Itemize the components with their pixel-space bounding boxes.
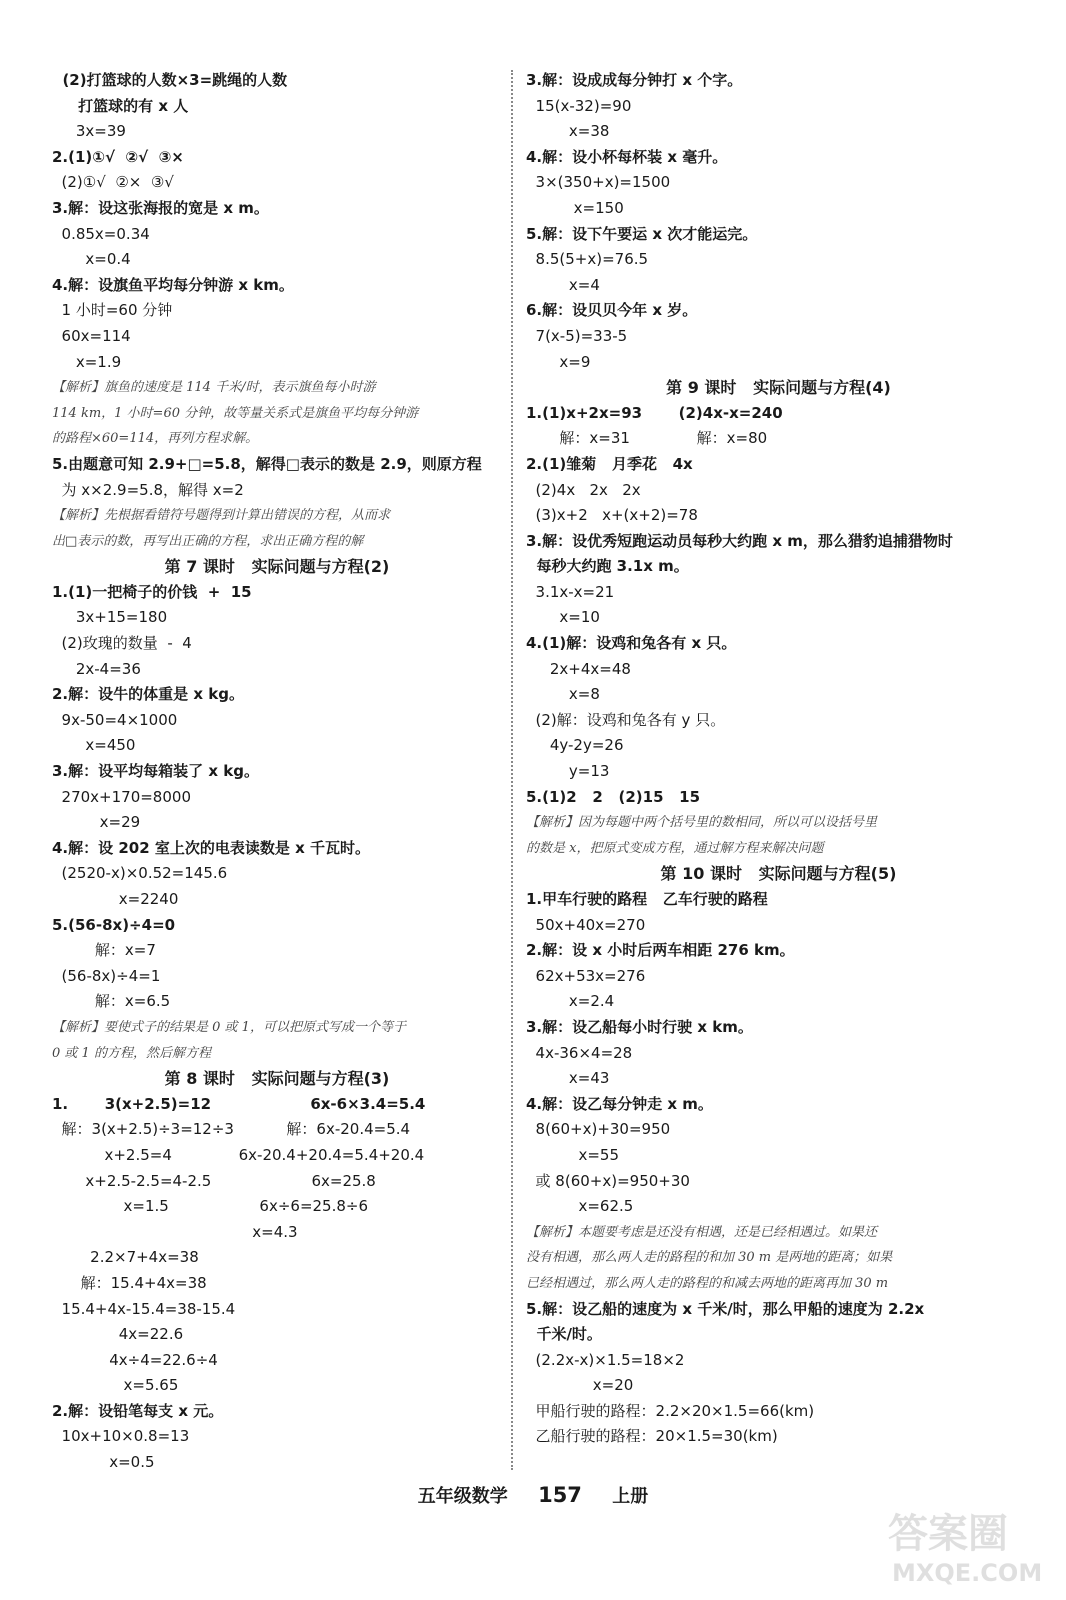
answer-line: 2.(1)雏菊 月季花 4x [526,454,693,473]
answer-line: 甲船行驶的路程：2.2×20×1.5=66(km) [526,1401,815,1420]
answer-line: x=5.65 [52,1376,179,1395]
answer-line: 为 x×2.9=5.8，解得 x=2 [52,480,244,499]
answer-line: x+2.5-2.5=4-2.5 6x=25.8 [52,1171,376,1190]
answer-line: 7(x-5)=33-5 [526,326,628,345]
answer-line: 3x=39 [52,122,126,141]
answer-line: (2)玫瑰的数量 - 4 [52,634,192,653]
answer-line: 270x+170=8000 [52,787,191,806]
answer-line: 4x=22.6 [52,1325,184,1344]
answer-line: 3.解：设优秀短跑运动员每秒大约跑 x m，那么猎豹追捕猎物时 [526,531,953,550]
answer-line: x=55 [526,1145,619,1164]
answer-line: 5.解：设下午要运 x 次才能运完。 [526,224,758,243]
answer-line: 2.(1)①√ ②√ ③× [52,147,184,166]
answer-line: 1 小时=60 分钟 [52,301,173,320]
analysis-note-line: 114 km，1 小时=60 分钟，故等量关系式是旗鱼平均每分钟游 [52,405,419,421]
answer-line: 5.(1)2 2 (2)15 15 [526,787,701,806]
answer-line: 9x-50=4×1000 [52,710,178,729]
answer-line: 千米/时。 [526,1325,602,1344]
right-column [526,68,1031,1450]
answer-line: 4x÷4=22.6÷4 [52,1350,218,1369]
page-number: 157 [538,1483,582,1507]
answer-line: 15.4+4x-15.4=38-15.4 [52,1299,236,1318]
section-heading: 第 8 课时 实际问题与方程(3) [164,1069,390,1089]
analysis-note-line: 已经相遇过，那么两人走的路程的和减去两地的距离再加 30 m [526,1275,889,1291]
watermark-site: MXQE.COM [892,1559,1043,1587]
analysis-note-line: 出□表示的数，再写出正确的方程，求出正确方程的解 [52,533,364,549]
answer-line: x=2.4 [526,992,615,1011]
section-heading: 第 9 课时 实际问题与方程(4) [666,378,891,398]
answer-line: x=8 [526,685,600,704]
answer-line: 4.解：设 202 室上次的电表读数是 x 千瓦时。 [52,838,371,857]
answer-line: 乙船行驶的路程：20×1.5=30(km) [526,1427,778,1446]
answer-line: y=13 [526,762,610,781]
analysis-note-line: 【解析】旗鱼的速度是 114 千米/时，表示旗鱼每小时游 [52,380,376,396]
answer-line: 2.2×7+4x=38 [52,1248,199,1267]
answer-line: x=4.3 [52,1222,298,1241]
answer-line: x=150 [526,198,624,217]
answer-line: 3.1x-x=21 [526,582,615,601]
answer-line: 10x+10×0.8=13 [52,1427,190,1446]
answer-line: 3.解：设成成每分钟打 x 个字。 [526,71,743,89]
answer-line: 50x+40x=270 [526,915,646,934]
answer-line: 8(60+x)+30=950 [526,1120,671,1139]
answer-line: (2)4x 2x 2x [526,480,641,499]
answer-line: 4x-36×4=28 [526,1043,633,1062]
answer-line: (56-8x)÷4=1 [52,966,161,985]
section-heading: 第 10 课时 实际问题与方程(5) [660,864,897,884]
answer-line: 5.由题意可知 2.9+□=5.8，解得□表示的数是 2.9，则原方程 [52,454,482,473]
analysis-note-line: 【解析】因为每题中两个括号里的数相同，所以可以设括号里 [526,815,878,831]
analysis-note-line: 的数是 x，把原式变成方程，通过解方程来解决问题 [526,840,824,856]
section-heading: 第 7 课时 实际问题与方程(2) [164,557,390,577]
answer-line: (3)x+2 x+(x+2)=78 [526,506,698,525]
analysis-note-line: 没有相遇，那么两人走的路程的和加 30 m 是两地的距离；如果 [526,1250,893,1266]
answer-line: 3.解：设乙船每小时行驶 x km。 [526,1017,753,1036]
answer-line: x=0.5 [52,1453,155,1472]
answer-line: (2)解：设鸡和兔各有 y 只。 [526,710,726,729]
analysis-note-line: 【解析】先根据看错符号题得到计算出错误的方程，从而求 [52,508,391,524]
analysis-note-line: 【解析】要使式子的结果是 0 或 1，可以把原式写成一个等于 [52,1019,406,1035]
answer-line: x=43 [526,1069,610,1088]
answer-line: x=62.5 [526,1197,634,1216]
watermark-logo [880,1495,1050,1590]
answer-line: x=1.5 6x÷6=25.8÷6 [52,1197,369,1216]
answer-line: 每秒大约跑 3.1x m。 [526,557,689,576]
answer-line: (2.2x-x)×1.5=18×2 [526,1350,685,1369]
answer-line: 解：3(x+2.5)÷3=12÷3 解：6x-20.4=5.4 [52,1120,411,1139]
answer-line: 60x=114 [52,326,131,345]
answer-line: 8.5(5+x)=76.5 [526,250,649,269]
answer-line: 2x+4x=48 [526,659,631,678]
answer-line: 打篮球的有 x 人 [52,96,189,115]
answer-line: 4.(1)解：设鸡和兔各有 x 只。 [526,634,737,653]
answer-line: 解：x=7 [52,941,156,960]
answer-line: (2)打篮球的人数×3=跳绳的人数 [52,71,288,89]
footer-grade: 五年级数学 [417,1486,508,1507]
answer-line: x+2.5=4 6x-20.4+20.4=5.4+20.4 [52,1145,425,1164]
answer-line: 2x-4=36 [52,659,141,678]
answer-line: x=450 [52,736,136,755]
answer-line: 解：x=6.5 [52,992,171,1011]
answer-line: x=9 [526,352,591,371]
answer-line: 1.(1)一把椅子的价钱 + 15 [52,582,252,601]
answer-line: x=20 [526,1376,634,1395]
answer-line: x=29 [52,813,141,832]
answer-line: x=4 [526,275,600,294]
answer-line: 5.解：设乙船的速度为 x 千米/时，那么甲船的速度为 2.2x [526,1299,925,1318]
answer-line: 3x+15=180 [52,608,168,627]
answer-line: 解：x=31 解：x=80 [526,429,768,448]
answer-line: 4y-2y=26 [526,736,624,755]
answer-line: 或 8(60+x)=950+30 [526,1171,690,1190]
answer-line: 1.甲车行驶的路程 乙车行驶的路程 [526,890,768,908]
answer-line: (2)①√ ②× ③√ [52,173,174,192]
answer-line: x=38 [526,122,610,141]
answer-line: 解：15.4+4x=38 [52,1273,207,1292]
answer-line: 3.解：设平均每箱装了 x kg。 [52,762,259,781]
answer-line: 2.解：设牛的体重是 x kg。 [52,685,244,704]
answer-line: x=0.4 [52,250,131,269]
answer-line: 62x+53x=276 [526,966,646,985]
answer-line: 0.85x=0.34 [52,224,150,243]
answer-line: x=2240 [52,890,179,908]
answer-line: x=1.9 [52,352,122,371]
answer-line: 2.解：设 x 小时后两车相距 276 km。 [526,941,795,960]
answer-line: 1.(1)x+2x=93 (2)4x-x=240 [526,403,783,422]
answer-line: 1. 3(x+2.5)=12 6x-6×3.4=5.4 [52,1094,426,1113]
analysis-note-line: 的路程×60=114，再列方程求解。 [52,431,259,447]
watermark-title: 答案圈 [888,1511,1008,1557]
answer-line: 5.(56-8x)÷4=0 [52,915,176,934]
footer-volume: 上册 [612,1486,649,1507]
answer-line: 6.解：设贝贝今年 x 岁。 [526,301,698,320]
answer-line: x=10 [526,608,600,627]
left-column [52,68,502,1476]
answer-line: 2.解：设铅笔每支 x 元。 [52,1401,224,1420]
analysis-note-line: 0 或 1 的方程，然后解方程 [52,1045,211,1061]
answer-line: 3×(350+x)=1500 [526,173,671,192]
analysis-note-line: 【解析】本题要考虑是还没有相遇，还是已经相遇过。如果还 [526,1224,878,1240]
answer-line: 15(x-32)=90 [526,96,632,115]
answer-line: (2520-x)×0.52=145.6 [52,864,228,883]
answer-line: 4.解：设乙每分钟走 x m。 [526,1094,713,1113]
answer-line: 4.解：设小杯每杯装 x 毫升。 [526,147,728,166]
answer-line: 3.解：设这张海报的宽是 x m。 [52,198,269,217]
column-divider [511,70,513,1470]
answer-line: 4.解：设旗鱼平均每分钟游 x km。 [52,275,294,294]
